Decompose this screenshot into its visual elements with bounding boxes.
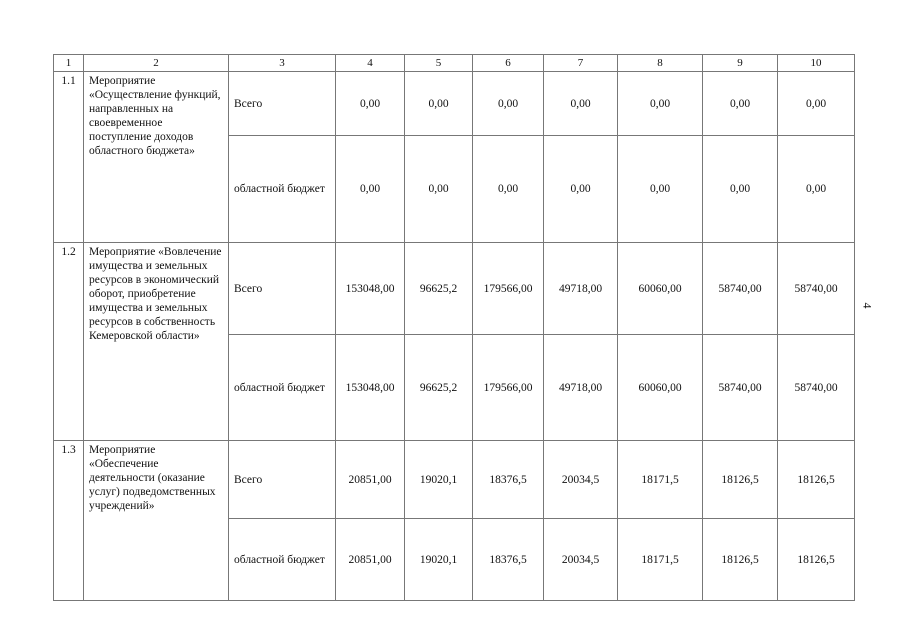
value-cell: 153048,00: [336, 243, 405, 335]
value-cell: 20851,00: [336, 441, 405, 519]
value-cell: 58740,00: [703, 335, 778, 441]
header-cell: 10: [778, 55, 855, 72]
value-cell: 18126,5: [703, 441, 778, 519]
funding-source: областной бюджет: [229, 519, 336, 601]
value-cell: 0,00: [618, 136, 703, 243]
header-cell: 3: [229, 55, 336, 72]
header-cell: 8: [618, 55, 703, 72]
table-row: [54, 441, 855, 519]
value-cell: 60060,00: [618, 243, 703, 335]
header-cell: 9: [703, 55, 778, 72]
value-cell: 0,00: [703, 72, 778, 136]
value-cell: 0,00: [473, 72, 544, 136]
value-cell: 18171,5: [618, 441, 703, 519]
funding-source: областной бюджет: [229, 335, 336, 441]
value-cell: 18171,5: [618, 519, 703, 601]
value-cell: 0,00: [473, 136, 544, 243]
value-cell: 96625,2: [405, 243, 473, 335]
section-name: Мероприятие «Осуществление функций, направленных на своевременное поступление доходов областного бюджета»: [84, 72, 229, 243]
table-header-row: [54, 55, 855, 72]
value-cell: 0,00: [618, 72, 703, 136]
value-cell: 0,00: [405, 136, 473, 243]
document-page: [53, 54, 855, 601]
header-cell: 1: [54, 55, 84, 72]
value-cell: 0,00: [405, 72, 473, 136]
table-row: [54, 243, 855, 335]
section-number: 1.3: [54, 441, 84, 601]
section-name: Мероприятие «Обеспечение деятельности (оказание услуг) подведомственных учреждений»: [84, 441, 229, 601]
value-cell: 0,00: [544, 72, 618, 136]
value-cell: 20034,5: [544, 519, 618, 601]
value-cell: 60060,00: [618, 335, 703, 441]
table-row: [54, 72, 855, 136]
value-cell: 19020,1: [405, 441, 473, 519]
header-cell: 4: [336, 55, 405, 72]
section-number: 1.1: [54, 72, 84, 243]
value-cell: 0,00: [544, 136, 618, 243]
header-cell: 6: [473, 55, 544, 72]
value-cell: 18126,5: [703, 519, 778, 601]
value-cell: 19020,1: [405, 519, 473, 601]
page-number: 4: [860, 302, 875, 309]
value-cell: 179566,00: [473, 243, 544, 335]
section-number: 1.2: [54, 243, 84, 441]
value-cell: 18376,5: [473, 519, 544, 601]
value-cell: 179566,00: [473, 335, 544, 441]
value-cell: 20851,00: [336, 519, 405, 601]
value-cell: 153048,00: [336, 335, 405, 441]
value-cell: 58740,00: [778, 243, 855, 335]
value-cell: 49718,00: [544, 243, 618, 335]
value-cell: 0,00: [703, 136, 778, 243]
section-name: Мероприятие «Вовлечение имущества и земельных ресурсов в экономический оборот, приобретение имущества и земельных ресурсов в собственность Кемеровской области»: [84, 243, 229, 441]
value-cell: 20034,5: [544, 441, 618, 519]
value-cell: 18126,5: [778, 441, 855, 519]
funding-source: Всего: [229, 243, 336, 335]
value-cell: 0,00: [336, 136, 405, 243]
header-cell: 2: [84, 55, 229, 72]
program-funding-table: [53, 54, 855, 601]
value-cell: 0,00: [778, 72, 855, 136]
value-cell: 0,00: [778, 136, 855, 243]
value-cell: 18376,5: [473, 441, 544, 519]
funding-source: Всего: [229, 72, 336, 136]
header-cell: 7: [544, 55, 618, 72]
value-cell: 0,00: [336, 72, 405, 136]
value-cell: 18126,5: [778, 519, 855, 601]
value-cell: 49718,00: [544, 335, 618, 441]
header-cell: 5: [405, 55, 473, 72]
value-cell: 96625,2: [405, 335, 473, 441]
value-cell: 58740,00: [703, 243, 778, 335]
funding-source: Всего: [229, 441, 336, 519]
funding-source: областной бюджет: [229, 136, 336, 243]
value-cell: 58740,00: [778, 335, 855, 441]
